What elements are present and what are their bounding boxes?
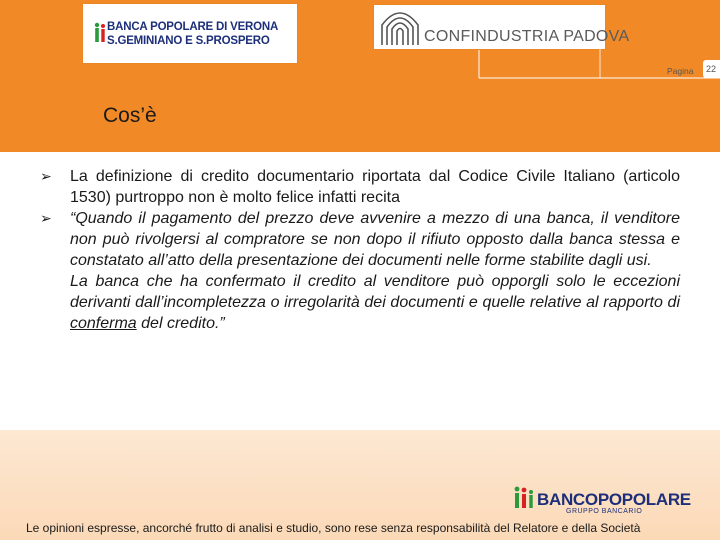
quote-continuation	[70, 271, 680, 334]
confindustria-padova-logo	[374, 5, 630, 49]
page-number: 22	[703, 60, 720, 78]
banca-popolare-verona-logo	[83, 4, 297, 63]
bpv-logo-line1: BANCA POPOLARE DI VERONA	[107, 21, 279, 33]
continuation-text: La banca che ha confermato il credito al venditore può opporgli solo le eccezioni derivanti dall’incompletezza o irregolarità dei documenti e quelle relative al rapporto di	[70, 273, 680, 311]
arrow-bullet-icon: ➢	[40, 210, 52, 226]
continuation-end: del credito.”	[136, 315, 225, 332]
arrow-bullet-icon: ➢	[40, 168, 52, 184]
bpv-logo-text	[107, 20, 278, 48]
banco-popolare-logo-text	[537, 490, 691, 510]
bpv-people-icon	[94, 22, 106, 48]
brand-part2: POPOLARE	[597, 490, 691, 509]
bullet-text: “Quando il pagamento del prezzo deve avvenire a mezzo di una banca, il venditore non può rivolgersi al compratore se non dopo il rifiuto opposto dalla banca stessa e constatato all’atto della presentazione dei documenti nelle forme stabilite dagli usi.	[70, 210, 680, 269]
brand-part1: BANCO	[537, 490, 598, 509]
bullet-text: La definizione di credito documentario riportata dal Codice Civile Italiano (articolo 1530) purtroppo non è molto felice infatti recita	[70, 168, 680, 206]
bullet-item	[40, 166, 680, 208]
bullet-item	[40, 208, 680, 271]
slide-body	[40, 166, 680, 334]
brand-subtitle: GRUPPO BANCARIO	[566, 508, 643, 515]
banco-popolare-people-icon	[513, 486, 535, 510]
confindustria-emblem-icon	[378, 7, 422, 47]
footer-disclaimer: Le opinioni espresse, ancorché frutto di analisi e studio, sono rese senza responsabilità del Relatore e della Società	[26, 521, 641, 535]
bpv-logo-line2: S.GEMINIANO E S.PROSPERO	[107, 35, 270, 47]
page-label: Pagina	[667, 66, 694, 76]
underlined-word: conferma	[70, 315, 137, 332]
confindustria-logo-text: CONFINDUSTRIA PADOVA	[424, 28, 630, 45]
slide-title: Cos’è	[103, 104, 157, 127]
